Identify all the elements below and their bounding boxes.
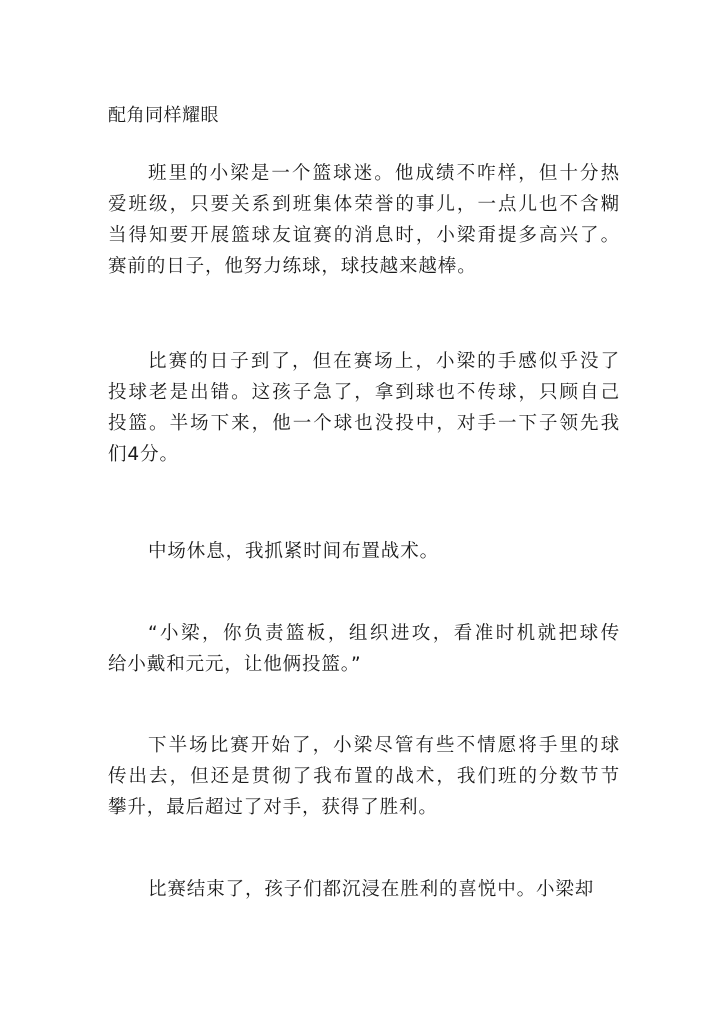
paragraph-line: 中场休息，我抓紧时间布置战术。 bbox=[148, 541, 440, 562]
paragraph-line: 班里的小梁是一个篮球迷。他成绩不咋样，但十分热 bbox=[148, 163, 620, 184]
paragraph-line: 比赛的日子到了，但在赛场上，小梁的手感似乎没了 bbox=[148, 351, 620, 372]
paragraph-2 bbox=[108, 346, 620, 470]
paragraph-line: 攀升，最后超过了对手，获得了胜利。 bbox=[108, 797, 438, 818]
paragraph-6 bbox=[108, 874, 620, 905]
paragraph-line: 传出去，但还是贯彻了我布置的战术，我们班的分数节节 bbox=[108, 766, 620, 787]
paragraph-3 bbox=[108, 536, 620, 567]
paragraph-line: “小梁，你负责篮板，组织进攻，看准时机就把球传 bbox=[148, 623, 620, 644]
paragraph-line: 比赛结束了，孩子们都沉浸在胜利的喜悦中。小梁却 bbox=[148, 879, 595, 900]
paragraph-4 bbox=[108, 618, 620, 680]
paragraph-line: 下半场比赛开始了，小梁尽管有些不情愿将手里的球 bbox=[148, 735, 620, 756]
paragraph-line: 赛前的日子，他努力练球，球技越来越棒。 bbox=[108, 256, 477, 277]
paragraph-line: 投球老是出错。这孩子急了，拿到球也不传球，只顾自己 bbox=[108, 382, 620, 403]
paragraph-line: 当得知要开展篮球友谊赛的消息时，小梁甭提多高兴了。 bbox=[108, 225, 620, 246]
paragraph-line: 爱班级，只要关系到班集体荣誉的事儿，一点儿也不含糊 bbox=[108, 194, 620, 215]
paragraph-line: 给小戴和元元，让他俩投篮。” bbox=[108, 654, 362, 675]
paragraph-line: 们4分。 bbox=[108, 444, 179, 465]
paragraph-1 bbox=[108, 158, 620, 282]
page-title: 配角同样耀眼 bbox=[108, 105, 219, 126]
paragraph-line: 投篮。半场下来，他一个球也没投中，对手一下子领先我 bbox=[108, 413, 620, 434]
paragraph-5 bbox=[108, 730, 620, 823]
